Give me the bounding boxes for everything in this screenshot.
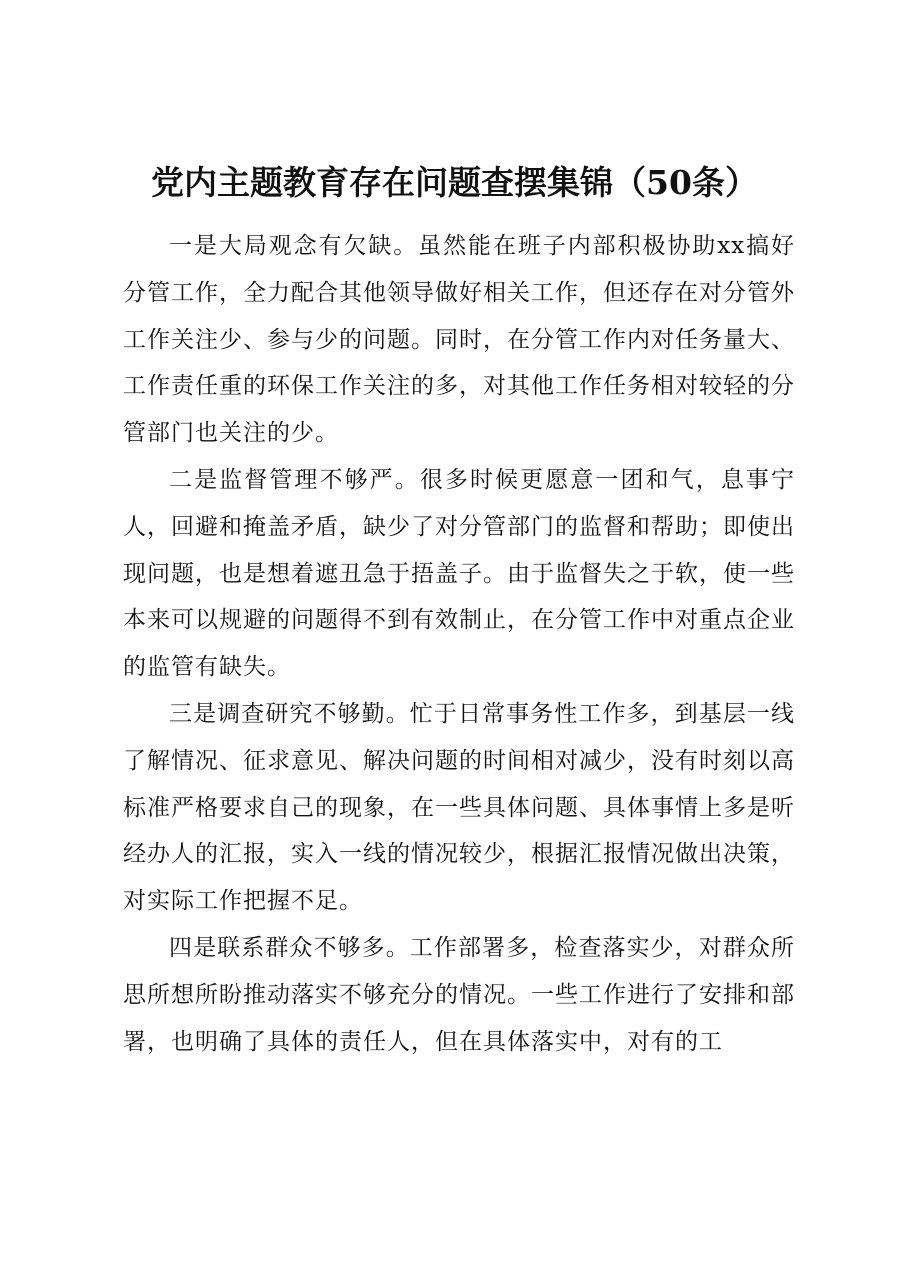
paragraph-3: 三是调查研究不够勤。忙于日常事务性工作多，到基层一线了解情况、征求意见、解决问题的时间相对减少，没有时刻以高标准严格要求自己的现象，在一些具体问题、具体事情上多是听经办人的汇报，实入一线的情况较少，根据汇报情况做出决策，对实际工作把握不足。 [123, 700, 795, 915]
document-body [123, 223, 795, 1065]
document-title: 党内主题教育存在问题查摆集锦（50条） [151, 163, 758, 202]
paragraph-4: 四是联系群众不够多。工作部署多，检查落实少，对群众所思所想所盼推动落实不够充分的情况。一些工作进行了安排和部署，也明确了具体的责任人，但在具体落实中，对有的工 [123, 934, 795, 1055]
paragraph-1: 一是大局观念有欠缺。虽然能在班子内部积极协助xx搞好分管工作，全力配合其他领导做好相关工作，但还存在对分管外工作关注少、参与少的问题。同时，在分管工作内对任务量大、工作责任重的环保工作关注的多，对其他工作任务相对较轻的分管部门也关注的少。 [123, 233, 795, 447]
paragraph-2: 二是监督管理不够严。很多时候更愿意一团和气，息事宁人，回避和掩盖矛盾，缺少了对分管部门的监督和帮助；即使出现问题，也是想着遮丑急于捂盖子。由于监督失之于软，使一些本来可以规避的问题得不到有效制止，在分管工作中对重点企业的监管有缺失。 [123, 466, 795, 681]
